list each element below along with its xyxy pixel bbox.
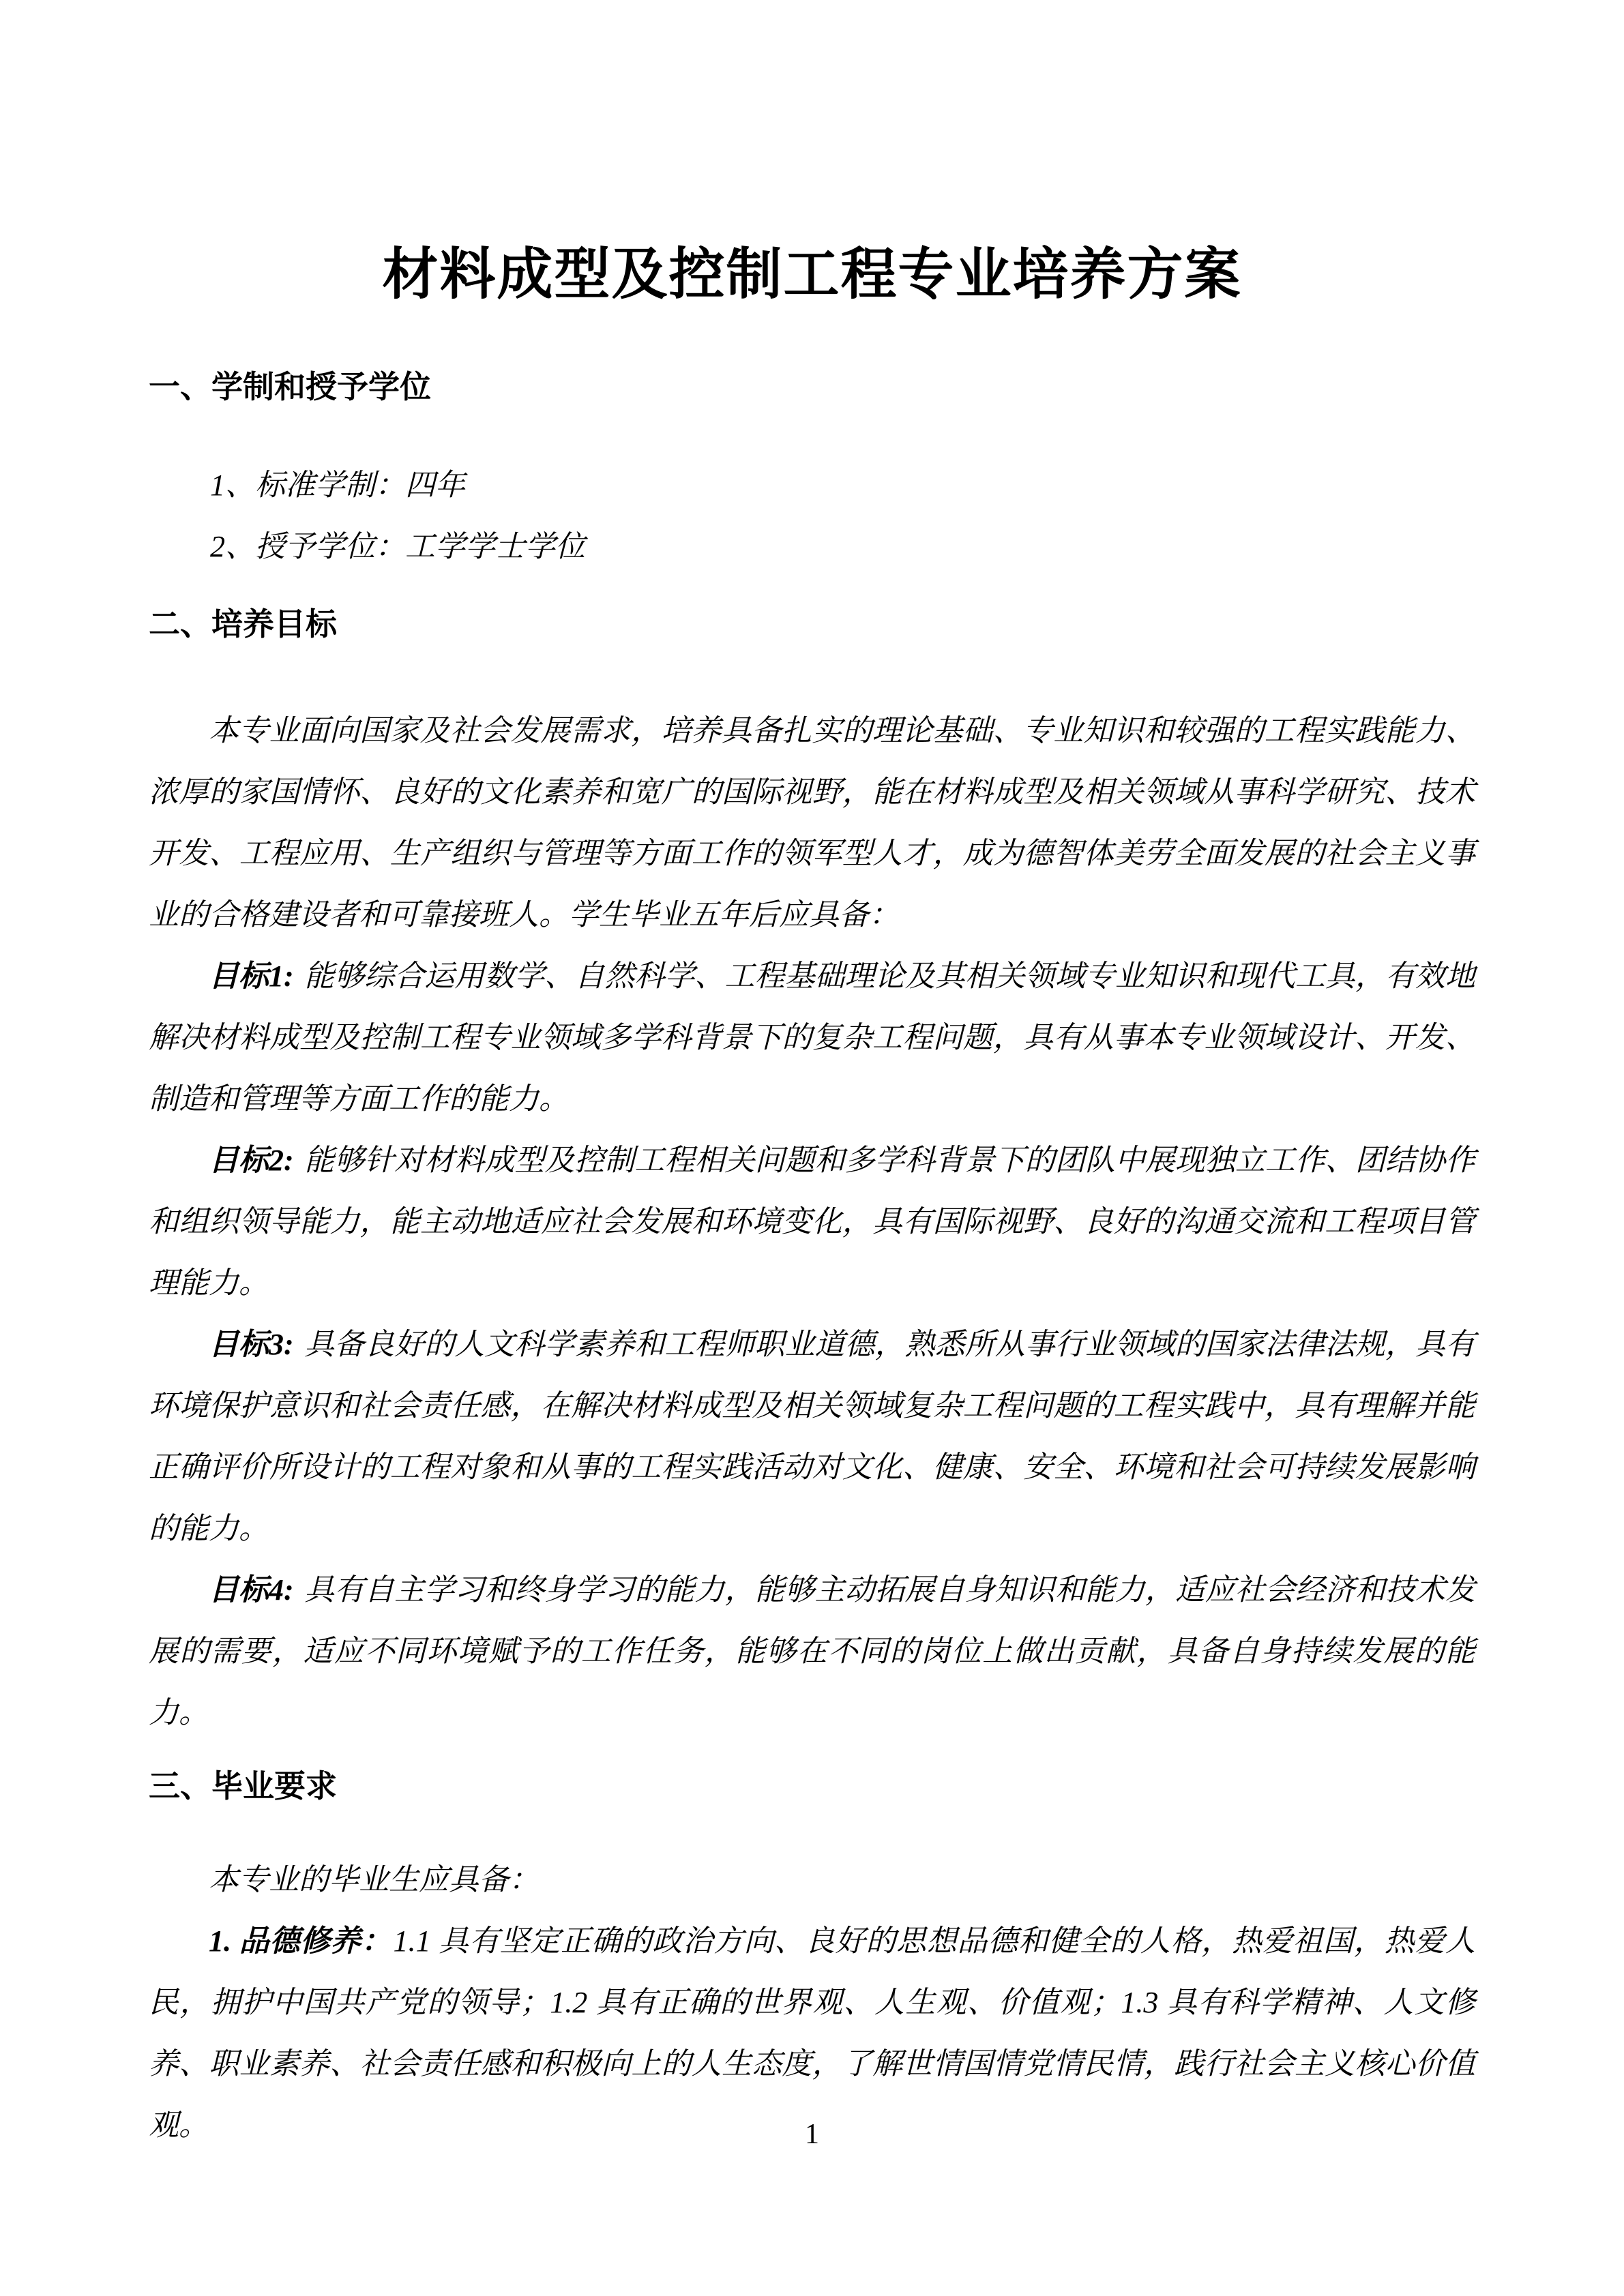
list-item-awarded-degree: 2、授予学位：工学学士学位: [210, 529, 585, 563]
section-heading-2: 二、培养目标: [149, 606, 337, 642]
page-number: 1: [805, 2119, 819, 2150]
goal-paragraph-3: [149, 1314, 1475, 1560]
goal-text-4: 具有自主学习和终身学习的能力，能够主动拓展自身知识和能力，适应社会经济和技术发展的需要，适应不同环境赋予的工作任务，能够在不同的岗位上做出贡献，具备自身持续发展的能力。: [149, 1573, 1475, 1730]
goal-text-1: 能够综合运用数学、自然科学、工程基础理论及其相关领域专业知识和现代工具，有效地解决材料成型及控制工程专业领域多学科背景下的复杂工程问题，具有从事本专业领域设计、开发、制造和管理等方面工作的能力。: [149, 959, 1475, 1116]
section-heading-1: 一、学制和授予学位: [149, 368, 431, 404]
graduation-requirements-intro: 本专业的毕业生应具备：: [209, 1862, 539, 1896]
goal-label-4: 目标4:: [209, 1573, 294, 1607]
training-objectives-intro: 本专业面向国家及社会发展需求，培养具备扎实的理论基础、专业知识和较强的工程实践能力、浓厚的家国情怀、良好的文化素养和宽广的国际视野，能在材料成型及相关领域从事科学研究、技术开发、工程应用、生产组织与管理等方面工作的领军型人才，成为德智体美劳全面发展的社会主义事业的合格建设者和可靠接班人。学生毕业五年后应具备：: [149, 714, 1475, 932]
goal-paragraph-1: [149, 946, 1475, 1130]
document-title: 材料成型及控制工程专业培养方案: [382, 243, 1242, 305]
goal-text-3: 具备良好的人文科学素养和工程师职业道德，熟悉所从事行业领域的国家法律法规，具有环境保护意识和社会责任感，在解决材料成型及相关领域复杂工程问题的工程实践中，具有理解并能正确评价所设计的工程对象和从事的工程实践活动对文化、健康、安全、环境和社会可持续发展影响的能力。: [149, 1328, 1475, 1546]
section-heading-3: 三、毕业要求: [149, 1768, 337, 1804]
goal-text-2: 能够针对材料成型及控制工程相关问题和多学科背景下的团队中展现独立工作、团结协作和组织领导能力，能主动地适应社会发展和环境变化，具有国际视野、良好的沟通交流和工程项目管理能力。: [149, 1144, 1475, 1300]
requirement-label-1: 1. 品德修养：: [209, 1924, 392, 1958]
goal-paragraph-2: [149, 1130, 1475, 1314]
list-item-standard-duration: 1、标准学制：四年: [210, 468, 465, 502]
requirement-text-1: 1.1 具有坚定正确的政治方向、良好的思想品德和健全的人格，热爱祖国，热爱人民，拥护中国共产党的领导；1.2 具有正确的世界观、人生观、价值观；1.3 具有科学精神、人文修养、职业素养、社会责任感和积极向上的人生态度，了解世情国情党情民情，践行社会主义核心价值观。: [149, 1924, 1476, 2142]
goal-label-1: 目标1:: [209, 959, 294, 994]
goal-label-3: 目标3:: [209, 1328, 294, 1362]
goal-label-2: 目标2:: [209, 1144, 294, 1178]
goal-paragraph-4: [149, 1560, 1475, 1744]
